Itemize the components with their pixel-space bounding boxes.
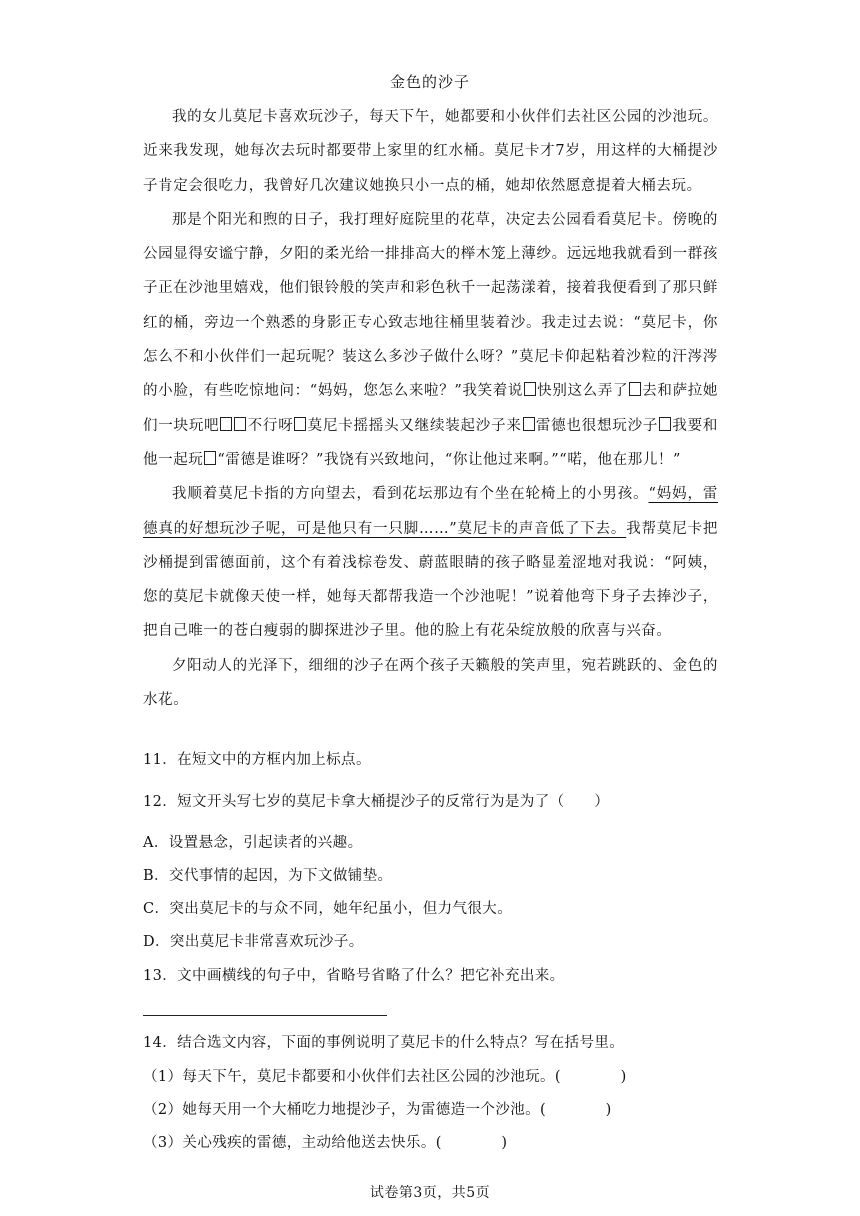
passage-title: 金色的沙子 xyxy=(389,73,470,91)
paragraph-3-text: 我帮莫尼卡把沙桶提到雷德面前，这个有着浅棕卷发、蔚蓝眼睛的孩子略显羞涩地对我说：“阿姨，您的莫尼卡就像天使一样，她每天都帮我造一个沙池呢！”说着他弯下身子去捧沙子，把自己唯一的苍白瘦弱的脚探进沙子里。他的脸上有花朵绽放般的欣喜与兴奋。 xyxy=(143,520,718,640)
underlined-sentence: “妈妈，雷德真的好想玩沙子呢，可是他只有一只脚……”莫尼卡的声音低了下去。 xyxy=(143,486,718,537)
question-14-item-1: （1）每天下午，莫尼卡都要和小伙伴们去社区公园的沙池玩。( ) xyxy=(143,1069,627,1085)
paragraph-2-text: 雷德也很想玩沙子 xyxy=(535,417,659,434)
question-12-option-a[interactable]: A．设置悬念，引起读者的兴趣。 xyxy=(143,835,363,851)
answer-line[interactable] xyxy=(143,1015,387,1016)
paragraph-2-text: 那是个阳光和煦的日子，我打理好庭院里的花草，决定去公园看看莫尼卡。傍晚的公园显得安谧宁静，夕阳的柔光给一排排高大的榉木笼上薄纱。远远地我就看到一群孩子正在沙池里嬉戏，他们银铃般的笑声和彩色秋千一起荡漾着，接着我便看到了那只鲜红的桶，旁边一个熟悉的身影正专心致志地往桶里装着沙。我走过去说：“莫尼卡，你怎么不和小伙伴们一起玩呢？装这么多沙子做什么呀？”莫尼卡仰起粘着沙粒的汗涔涔的小脸，有些吃惊地问：“妈妈，您怎么来啦？”我笑着说 xyxy=(143,211,718,400)
paragraph-2-text: 我要和他一起玩 xyxy=(143,417,718,468)
paragraph-3 xyxy=(143,477,718,648)
question-13: 13．文中画横线的句子中，省略号省略了什么？把它补充出来。 xyxy=(143,968,565,984)
paragraph-2-text: “雷德是谁呀？”我饶有兴致地问，“你让他过来啊。”“喏，他在那儿！” xyxy=(217,451,682,468)
question-12-option-d[interactable]: D．突出莫尼卡非常喜欢玩沙子。 xyxy=(143,934,364,950)
punctuation-box[interactable] xyxy=(234,417,246,431)
paragraph-2-text: 去和萨拉她们一块玩吧 xyxy=(143,383,718,434)
paragraph-1: 我的女儿莫尼卡喜欢玩沙子，每天下午，她都要和小伙伴们去社区公园的沙池玩。近来我发现，她每次去玩时都要带上家里的红水桶。莫尼卡才7岁，用这样的大桶提沙子肯定会很吃力，我曾好几次建议她换只小一点的桶，她却依然愿意提着大桶去玩。 xyxy=(143,109,718,194)
paragraph-2-text: 不行呀 xyxy=(247,417,294,434)
punctuation-box[interactable] xyxy=(524,382,536,396)
question-14: 14．结合选文内容，下面的事例说明了莫尼卡的什么特点？写在括号里。 xyxy=(143,1035,625,1051)
question-12-option-b[interactable]: B．交代事情的起因，为下文做铺垫。 xyxy=(143,868,393,884)
passage-body xyxy=(143,100,718,717)
paragraph-2-text: 快别这么弄了 xyxy=(537,383,629,400)
punctuation-box[interactable] xyxy=(523,417,535,431)
punctuation-box[interactable] xyxy=(629,382,641,396)
question-11: 11．在短文中的方框内加上标点。 xyxy=(143,752,371,768)
punctuation-box[interactable] xyxy=(294,417,306,431)
paragraph-4: 夕阳动人的光泽下，细细的沙子在两个孩子天籁般的笑声里，宛若跳跃的、金色的水花。 xyxy=(143,657,718,709)
question-12: 12．短文开头写七岁的莫尼卡拿大桶提沙子的反常行为是为了（ ） xyxy=(143,794,610,810)
question-14-item-3: （3）关心残疾的雷德，主动给他送去快乐。( ) xyxy=(143,1135,508,1151)
question-12-option-c[interactable]: C．突出莫尼卡的与众不同，她年纪虽小，但力气很大。 xyxy=(143,901,513,917)
punctuation-box[interactable] xyxy=(204,451,216,465)
punctuation-box[interactable] xyxy=(659,417,671,431)
paragraph-3-text: 我顺着莫尼卡指的方向望去，看到花坛那边有个坐在轮椅上的小男孩。 xyxy=(172,486,649,503)
page-footer: 试卷第3页，共5页 xyxy=(369,1185,491,1201)
question-14-item-2: （2）她每天用一个大桶吃力地提沙子，为雷德造一个沙池。( ) xyxy=(143,1102,612,1118)
punctuation-box[interactable] xyxy=(220,417,232,431)
paragraph-2 xyxy=(143,203,718,477)
paragraph-2-text: 莫尼卡摇摇头又继续装起沙子来 xyxy=(307,417,522,434)
